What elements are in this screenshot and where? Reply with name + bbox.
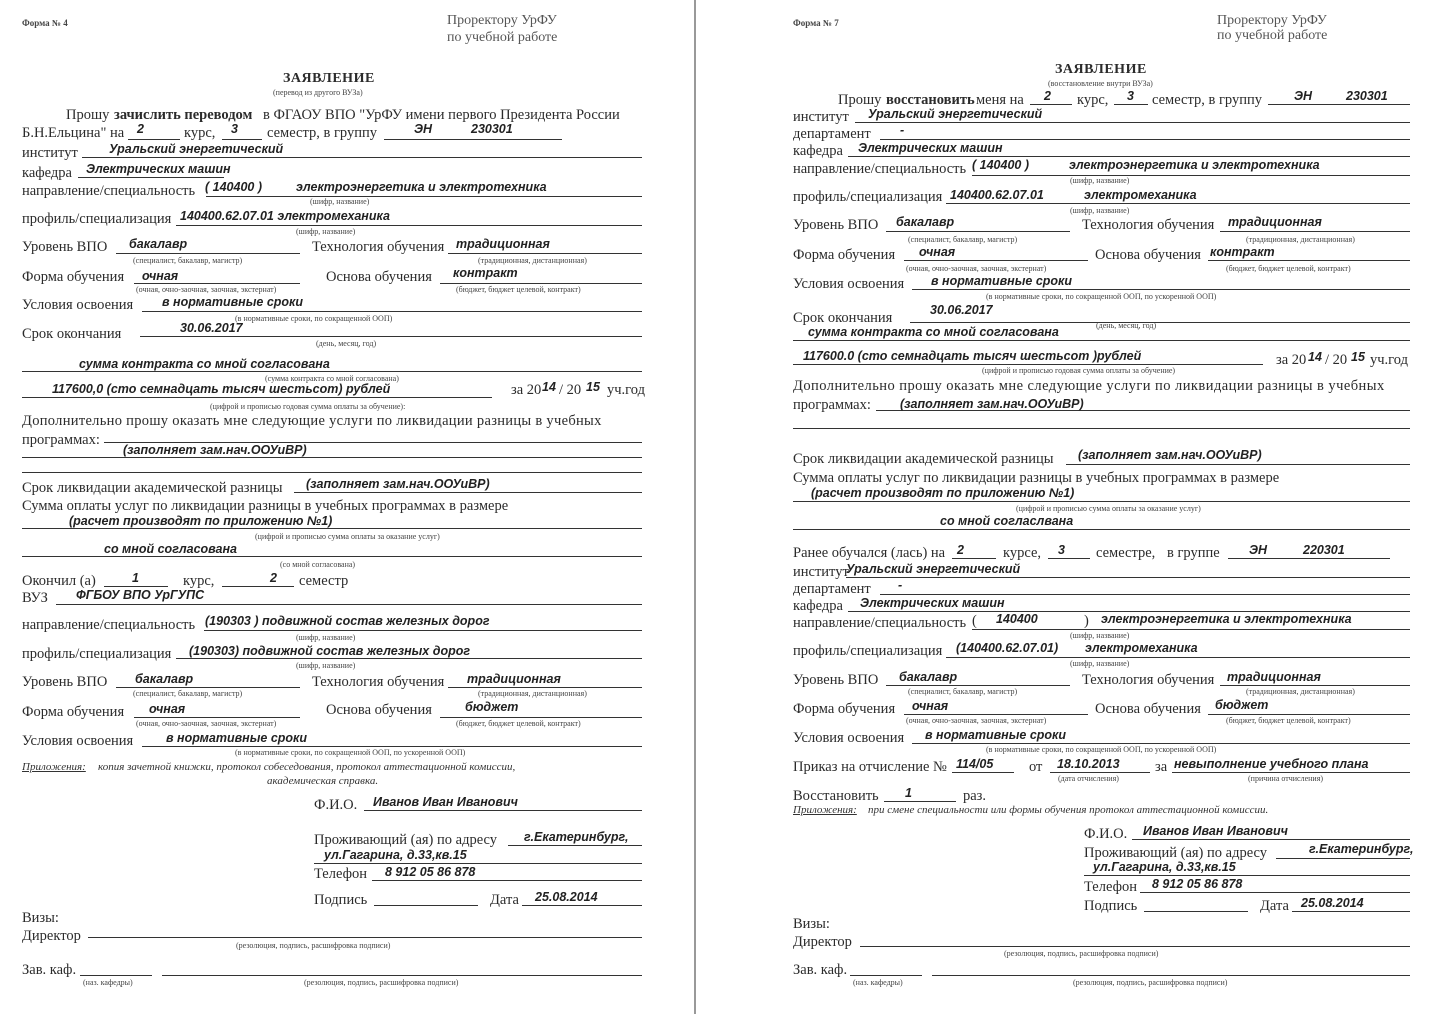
prev-level-hint: (специалист, бакалавр, магистр) <box>133 689 243 698</box>
contract-statement: сумма контракта со мной согласована <box>79 357 330 371</box>
intro-prefix: Прошу <box>66 107 110 123</box>
director-label: Директор <box>793 934 852 950</box>
department-label: департамент <box>793 126 871 142</box>
prev-profile-hint: (шифр, название) <box>296 661 356 670</box>
direction-hint: (шифр, название) <box>1070 176 1130 185</box>
prev-basis-hint: (бюджет, бюджет целевой, контракт) <box>456 719 581 728</box>
end-value: 30.06.2017 <box>930 303 993 317</box>
prev-conditions-label: Условия освоения <box>793 730 905 746</box>
payment-agreed-hint: (со мной согласована) <box>280 560 356 569</box>
chair-value: Электрических машин <box>858 141 1003 155</box>
prev-direction-code: 140400 <box>996 612 1038 626</box>
prev-basis-value: бюджет <box>1215 698 1269 712</box>
direction-code: ( 140400 ) <box>972 158 1029 172</box>
address-label: Проживающий (ая) по адресу <box>314 832 497 848</box>
semester-word: семестр, в группу <box>267 125 377 141</box>
contract-hint: (сумма контракта со мной согласована) <box>265 374 399 383</box>
prev-form-label: Форма обучения <box>793 701 896 717</box>
prev-course-word: курсе, <box>1003 545 1042 561</box>
prev-basis-label: Основа обучения <box>1095 701 1201 717</box>
basis-value: контракт <box>453 266 518 280</box>
year-suffix: уч.год <box>607 382 645 398</box>
profile-name: электромеханика <box>1084 188 1197 202</box>
level-hint: (специалист, бакалавр, магистр) <box>133 256 243 265</box>
intro-to: меня на <box>976 92 1024 108</box>
prev-chair-label: кафедра <box>793 598 843 614</box>
prev-direction-close: ) <box>1084 613 1089 629</box>
conditions-label: Условия освоения <box>793 276 905 292</box>
extra-services-fill: (заполняет зам.нач.ООУиВР) <box>900 397 1084 411</box>
director-label: Директор <box>22 928 81 944</box>
order-reason: невыполнение учебного плана <box>1174 757 1369 771</box>
acad-diff-label: Срок ликвидации академической разницы <box>793 451 1054 467</box>
profile-value: 140400.62.07.01 электромеханика <box>180 209 390 223</box>
finished-semester-word: семестр <box>299 573 349 589</box>
extra-services-programs: программах: <box>22 432 100 448</box>
prev-tech-label: Технология обучения <box>312 674 445 690</box>
vuz-value: ФГБОУ ВПО УрГУПС <box>76 588 205 602</box>
document-subtitle: (перевод из другого ВУЗа) <box>273 88 363 97</box>
prev-direction-name: электроэнергетика и электротехника <box>1101 612 1352 626</box>
course-word: курс, <box>184 125 216 141</box>
year-mid: / 20 <box>559 382 582 398</box>
finished-semester: 2 <box>270 571 277 585</box>
conditions-value: в нормативные сроки <box>931 274 1073 288</box>
year-suffix: уч.год <box>1370 352 1408 368</box>
acad-diff-fill: (заполняет зам.нач.ООУиВР) <box>306 477 490 491</box>
course-word: курс, <box>1077 92 1109 108</box>
order-for: за <box>1155 759 1168 775</box>
tech-hint: (традиционная, дистанционная) <box>1246 235 1355 244</box>
address-line-1: г.Екатеринбург, <box>524 830 629 844</box>
prev-tech-value: традиционная <box>467 672 561 686</box>
prev-tech-hint: (традиционная, дистанционная) <box>1246 687 1355 696</box>
form-number: Форма № 4 <box>22 18 68 28</box>
prev-semester: 3 <box>1058 543 1065 557</box>
prev-conditions-value: в нормативные сроки <box>925 728 1067 742</box>
addressee-line-2: по учебной работе <box>1217 28 1328 43</box>
end-label: Срок окончания <box>793 310 893 326</box>
basis-value: контракт <box>1210 245 1275 259</box>
profile-label: профиль/специализация <box>793 189 943 205</box>
fio-value: Иванов Иван Иванович <box>1143 824 1288 838</box>
finished-label: Окончил (а) <box>22 573 96 589</box>
basis-label: Основа обучения <box>1095 247 1201 263</box>
end-label: Срок окончания <box>22 326 122 342</box>
order-label: Приказ на отчисление № <box>793 759 947 775</box>
intro-university: в ФГАОУ ВПО "УрФУ имени первого Президента России <box>263 107 620 123</box>
tech-hint: (традиционная, дистанционная) <box>478 256 587 265</box>
annual-sum-hint: (цифрой и прописью годовая сумма оплаты за обучение): <box>210 402 406 411</box>
prev-tech-value: традиционная <box>1227 670 1321 684</box>
conditions-label: Условия освоения <box>22 297 134 313</box>
semester-value: 3 <box>1127 89 1134 103</box>
study-form-value: очная <box>142 269 179 283</box>
intro-prefix: Прошу <box>838 92 882 108</box>
address-line-2: ул.Гагарина, д.33,кв.15 <box>1093 860 1236 874</box>
prev-level-value: бакалавр <box>135 672 194 686</box>
date-label: Дата <box>490 892 519 908</box>
appendix-text: при смене специальности или формы обучения протокол аттестационной комиссии. <box>868 804 1269 816</box>
payment-calc: (расчет производят по приложению №1) <box>811 486 1075 500</box>
prev-profile-label: профиль/специализация <box>22 646 172 662</box>
order-from: от <box>1029 759 1043 775</box>
direction-code: ( 140400 ) <box>205 180 262 194</box>
fio-label: Ф.И.О. <box>314 797 358 813</box>
appendix-label: Приложения: <box>22 761 86 773</box>
year-start: 14 <box>1308 350 1322 364</box>
profile-value: 140400.62.07.01 <box>950 188 1044 202</box>
course-value: 2 <box>137 122 144 136</box>
level-label: Уровень ВПО <box>22 239 108 255</box>
prev-conditions-value: в нормативные сроки <box>166 731 308 745</box>
order-number: 114/05 <box>956 757 994 771</box>
year-end: 15 <box>586 380 600 394</box>
direction-hint: (шифр, название) <box>310 197 370 206</box>
prev-direction-value: (190303 ) подвижной состав железных дорог <box>205 614 490 628</box>
year-end: 15 <box>1351 350 1365 364</box>
payment-hint: (цифрой и прописью сумма оплаты за оказание услуг) <box>255 532 440 541</box>
restore-label: Восстановить <box>793 788 879 804</box>
address-line-2: ул.Гагарина, д.33,кв.15 <box>324 848 467 862</box>
direction-label: направление/специальность <box>793 161 967 177</box>
group-number: 230301 <box>1346 89 1388 103</box>
level-hint: (специалист, бакалавр, магистр) <box>908 235 1018 244</box>
course-value: 2 <box>1044 89 1051 103</box>
order-date-hint: (дата отчисления) <box>1058 774 1119 783</box>
addressee-line-1: Проректору УрФУ <box>1217 13 1327 28</box>
tech-value: традиционная <box>456 237 550 251</box>
prev-study-label: Ранее обучался (лась) на <box>793 545 946 561</box>
phone-value: 8 912 05 86 878 <box>1152 877 1243 891</box>
head-resolution-hint: (резолюция, подпись, расшифровка подписи) <box>1073 978 1228 987</box>
address-line-1: г.Екатеринбург, <box>1309 842 1414 856</box>
vuz-label: ВУЗ <box>22 590 48 606</box>
prev-semester-word: семестре, <box>1096 545 1156 561</box>
study-form-hint: (очная, очно-заочная, заочная, экстернат) <box>906 264 1047 273</box>
year-prefix: за 20 <box>1276 352 1307 368</box>
prev-basis-value: бюджет <box>465 700 519 714</box>
date-value: 25.08.2014 <box>1301 896 1364 910</box>
chair-label: кафедра <box>22 165 72 181</box>
prev-course: 2 <box>957 543 964 557</box>
prev-conditions-hint: (в нормативные сроки, по сокращенной ООП, по ускоренной ООП) <box>235 748 466 757</box>
institute-label: институт <box>22 145 78 161</box>
phone-label: Телефон <box>1084 879 1137 895</box>
direction-name: электроэнергетика и электротехника <box>296 180 547 194</box>
director-resolution-hint: (резолюция, подпись, расшифровка подписи) <box>236 941 391 950</box>
prev-basis-hint: (бюджет, бюджет целевой, контракт) <box>1226 716 1351 725</box>
annual-sum-hint: (цифрой и прописью годовая сумма оплаты за обучение) <box>982 366 1176 375</box>
study-form-label: Форма обучения <box>793 247 896 263</box>
institute-value: Уральский энергетический <box>868 107 1043 121</box>
prev-profile-name: электромеханика <box>1085 641 1198 655</box>
extra-services-text: Дополнительно прошу оказать мне следующие услуги по ликвидации разницы в учебных <box>22 413 602 429</box>
director-resolution-hint: (резолюция, подпись, расшифровка подписи) <box>1004 949 1159 958</box>
direction-label: направление/специальность <box>22 183 196 199</box>
head-of-chair-label: Зав. каф. <box>793 962 848 978</box>
phone-label: Телефон <box>314 866 367 882</box>
conditions-hint: (в нормативные сроки, по сокращенной ООП, по ускоренной ООП) <box>986 292 1217 301</box>
institute-value: Уральский энергетический <box>109 142 284 156</box>
prev-direction-hint: (шифр, название) <box>1070 631 1130 640</box>
group-prefix: ЭН <box>1294 89 1313 103</box>
prev-conditions-hint: (в нормативные сроки, по сокращенной ООП, по ускоренной ООП) <box>986 745 1217 754</box>
basis-hint: (бюджет, бюджет целевой, контракт) <box>1226 264 1351 273</box>
payment-calc: (расчет производят по приложению №1) <box>69 514 333 528</box>
payment-agreed: со мной согласлвана <box>940 514 1074 528</box>
prev-level-value: бакалавр <box>899 670 958 684</box>
basis-hint: (бюджет, бюджет целевой, контракт) <box>456 285 581 294</box>
addressee-line-1: Проректору УрФУ <box>447 13 557 28</box>
group-number: 230301 <box>471 122 513 136</box>
address-label: Проживающий (ая) по адресу <box>1084 845 1267 861</box>
contract-statement: сумма контракта со мной согласована <box>808 325 1059 339</box>
prev-form-value: очная <box>149 702 186 716</box>
prev-form-hint: (очная, очно-заочная, заочная, экстернат) <box>136 719 277 728</box>
semester-value: 3 <box>231 122 238 136</box>
document-title: ЗАЯВЛЕНИЕ <box>283 71 375 86</box>
prev-basis-label: Основа обучения <box>326 702 432 718</box>
right-form-page <box>700 0 1429 1014</box>
prev-tech-hint: (традиционная, дистанционная) <box>478 689 587 698</box>
end-hint: (день, месяц, год) <box>316 339 377 348</box>
end-value: 30.06.2017 <box>180 321 243 335</box>
date-label: Дата <box>1260 898 1289 914</box>
acad-diff-label: Срок ликвидации академической разницы <box>22 480 283 496</box>
prev-group-prefix: ЭН <box>1249 543 1268 557</box>
prev-profile-value: (140400.62.07.01) <box>956 641 1059 655</box>
acad-diff-fill: (заполняет зам.нач.ООУиВР) <box>1078 448 1262 462</box>
level-label: Уровень ВПО <box>793 217 879 233</box>
prev-institute-label: институт <box>793 564 849 580</box>
extra-services-fill: (заполняет зам.нач.ООУиВР) <box>123 443 307 457</box>
prev-conditions-label: Условия освоения <box>22 733 134 749</box>
form-number: Форма № 7 <box>793 18 839 28</box>
direction-name: электроэнергетика и электротехника <box>1069 158 1320 172</box>
prev-department-label: департамент <box>793 581 871 597</box>
prev-direction-hint: (шифр, название) <box>296 633 356 642</box>
profile-hint: (шифр, название) <box>1070 206 1130 215</box>
tech-label: Технология обучения <box>1082 217 1215 233</box>
tech-label: Технология обучения <box>312 239 445 255</box>
fio-label: Ф.И.О. <box>1084 826 1128 842</box>
finished-course-word: курс, <box>183 573 215 589</box>
intro-university-end: Б.Н.Ельцина" на <box>22 125 125 141</box>
payment-label: Сумма оплаты услуг по ликвидации разницы в учебных программах в размере <box>22 498 509 514</box>
basis-label: Основа обучения <box>326 269 432 285</box>
year-mid: / 20 <box>1325 352 1348 368</box>
annual-sum: 117600.0 (сто семнадцать тысяч шестьсот )рублей <box>803 349 1142 363</box>
chair-value: Электрических машин <box>86 162 231 176</box>
left-form-page <box>0 0 690 1014</box>
profile-hint: (шифр, название) <box>296 227 356 236</box>
group-prefix: ЭН <box>414 122 433 136</box>
prev-profile-value: (190303) подвижной состав железных дорог <box>189 644 471 658</box>
page-divider <box>694 0 696 1014</box>
level-value: бакалавр <box>896 215 955 229</box>
year-start: 14 <box>542 380 556 394</box>
restore-word: раз. <box>963 788 987 804</box>
document-title: ЗАЯВЛЕНИЕ <box>1055 62 1147 77</box>
prev-level-label: Уровень ВПО <box>793 672 879 688</box>
head-resolution-hint: (резолюция, подпись, расшифровка подписи) <box>304 978 459 987</box>
visas-label: Визы: <box>793 916 830 932</box>
appendix-text-2: академическая справка. <box>267 775 379 787</box>
order-date: 18.10.2013 <box>1057 757 1120 771</box>
prev-chair-value: Электрических машин <box>860 596 1005 610</box>
order-reason-hint: (причина отчисления) <box>1248 774 1324 783</box>
study-form-value: очная <box>919 245 956 259</box>
prev-form-value: очная <box>912 699 949 713</box>
prev-profile-hint: (шифр, название) <box>1070 659 1130 668</box>
finished-course: 1 <box>132 571 139 585</box>
prev-group-number: 220301 <box>1303 543 1345 557</box>
appendix-label: Приложения: <box>793 804 857 816</box>
prev-department-value: - <box>898 578 903 592</box>
tech-value: традиционная <box>1228 215 1322 229</box>
extra-services-text: Дополнительно прошу оказать мне следующие услуги по ликвидации разницы в учебных <box>793 378 1385 394</box>
signature-label: Подпись <box>314 892 368 908</box>
phone-value: 8 912 05 86 878 <box>385 865 476 879</box>
prev-form-hint: (очная, очно-заочная, заочная, экстернат) <box>906 716 1047 725</box>
signature-label: Подпись <box>1084 898 1138 914</box>
intro-action: зачислить переводом <box>114 107 253 123</box>
document-subtitle: (восстановление внутри ВУЗа) <box>1048 79 1153 88</box>
restore-count: 1 <box>905 786 912 800</box>
study-form-hint: (очная, очно-заочная, заочная, экстернат) <box>136 285 277 294</box>
visas-label: Визы: <box>22 910 59 926</box>
year-prefix: за 20 <box>511 382 542 398</box>
level-value: бакалавр <box>129 237 188 251</box>
chair-label: кафедра <box>793 143 843 159</box>
institute-label: институт <box>793 109 849 125</box>
conditions-value: в нормативные сроки <box>162 295 304 309</box>
payment-label: Сумма оплаты услуг по ликвидации разницы в учебных программах в размере <box>793 470 1280 486</box>
chair-name-hint: (наз. кафедры) <box>853 978 903 987</box>
extra-services-programs: программах: <box>793 397 871 413</box>
fio-value: Иванов Иван Иванович <box>373 795 518 809</box>
semester-word: семестр, в группу <box>1152 92 1262 108</box>
prev-form-label: Форма обучения <box>22 704 125 720</box>
appendix-text: копия зачетной книжки, протокол собеседования, протокол аттестационной комиссии, <box>98 761 516 773</box>
prev-tech-label: Технология обучения <box>1082 672 1215 688</box>
intro-action: восстановить <box>886 92 975 108</box>
prev-profile-label: профиль/специализация <box>793 643 943 659</box>
conditions-hint: (в нормативные сроки, по сокращенной ООП) <box>235 314 393 323</box>
prev-level-hint: (специалист, бакалавр, магистр) <box>908 687 1018 696</box>
prev-institute-value: Уральский энергетический <box>846 562 1021 576</box>
end-hint: (день, месяц, год) <box>1096 321 1157 330</box>
prev-level-label: Уровень ВПО <box>22 674 108 690</box>
chair-name-hint: (наз. кафедры) <box>83 978 133 987</box>
department-value: - <box>900 123 905 137</box>
prev-group-word: в группе <box>1167 545 1220 561</box>
payment-hint: (цифрой и прописью сумма оплаты за оказание услуг) <box>1016 504 1201 513</box>
profile-label: профиль/специализация <box>22 211 172 227</box>
date-value: 25.08.2014 <box>535 890 598 904</box>
annual-sum: 117600,0 (сто семнадцать тысяч шестьсот) рублей <box>52 382 391 396</box>
study-form-label: Форма обучения <box>22 269 125 285</box>
payment-agreed: со мной согласована <box>104 542 238 556</box>
addressee-line-2: по учебной работе <box>447 30 558 45</box>
head-of-chair-label: Зав. каф. <box>22 962 77 978</box>
prev-direction-label: направление/специальность <box>793 615 967 631</box>
prev-direction-label: направление/специальность <box>22 617 196 633</box>
prev-direction-open: ( <box>972 613 977 629</box>
